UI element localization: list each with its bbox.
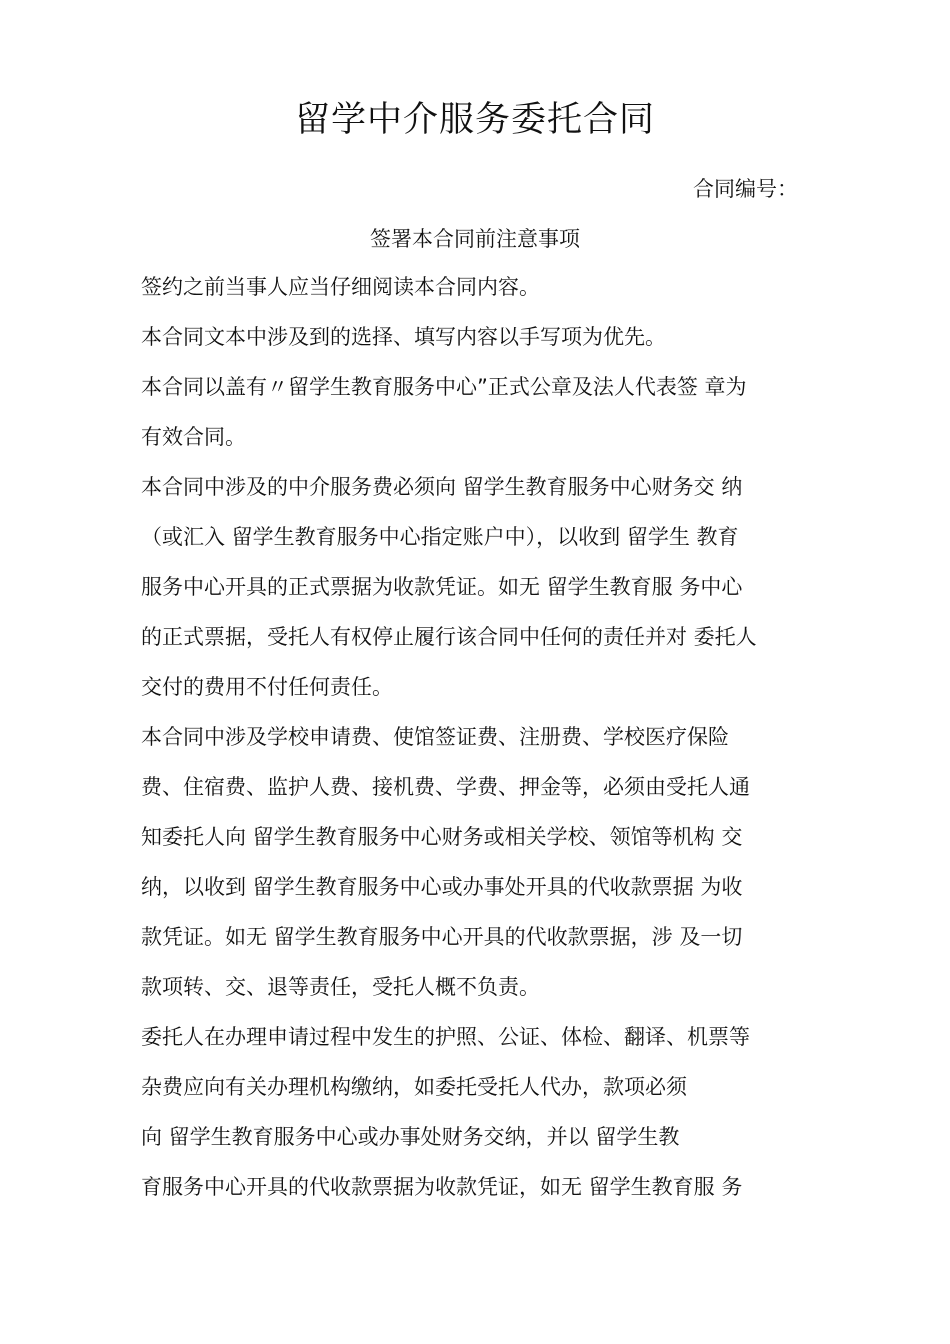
text-line: 杂费应向有关办理机构缴纳，如委托受托人代办，款项必须 [141,1075,687,1099]
text-line: 本合同中涉及学校申请费、使馆签证费、注册费、学校医疗保险 [141,725,729,749]
body-text [141,272,811,1222]
contract-number-label: 合同编号： [693,177,798,201]
text-line: 有效合同。 [141,425,246,449]
text-line: 款凭证。如无 留学生教育服务中心开具的代收款票据，涉 及一切 [141,925,743,949]
text-line: 知委托人向 留学生教育服务中心财务或相关学校、领馆等机构 交 [141,825,743,849]
text-line: （或汇入 留学生教育服务中心指定账户中），以收到 留学生 教育 [141,525,739,549]
document-title: 留学中介服务委托合同 [294,100,655,140]
text-line: 签约之前当事人应当仔细阅读本合同内容。 [141,275,540,299]
text-line: 纳，以收到 留学生教育服务中心或办事处开具的代收款票据 为收 [141,875,743,899]
text-line: 本合同文本中涉及到的选择、填写内容以手写项为优先。 [141,325,666,349]
text-line: 本合同以盖有〃留学生教育服务中心”正式公章及法人代表签 章为 [141,375,747,399]
text-line: 委托人在办理申请过程中发生的护照、公证、体检、翻译、机票等 [141,1025,750,1049]
text-line: 交付的费用不付任何责任。 [141,675,393,699]
text-line: 费、住宿费、监护人费、接机费、学费、押金等，必须由受托人通 [141,775,750,799]
notice-heading: 签署本合同前注意事项 [370,227,580,251]
text-line: 向 留学生教育服务中心或办事处财务交纳，并以 留学生教 [141,1125,680,1149]
text-line: 的正式票据，受托人有权停止履行该合同中任何的责任并对 委托人 [141,625,757,649]
text-line: 款项转、交、退等责任，受托人概不负责。 [141,975,540,999]
text-line: 本合同中涉及的中介服务费必须向 留学生教育服务中心财务交 纳 [141,475,743,499]
text-line: 服务中心开具的正式票据为收款凭证。如无 留学生教育服 务中心 [141,575,743,599]
text-line: 育服务中心开具的代收款票据为收款凭证，如无 留学生教育服 务 [141,1175,743,1199]
